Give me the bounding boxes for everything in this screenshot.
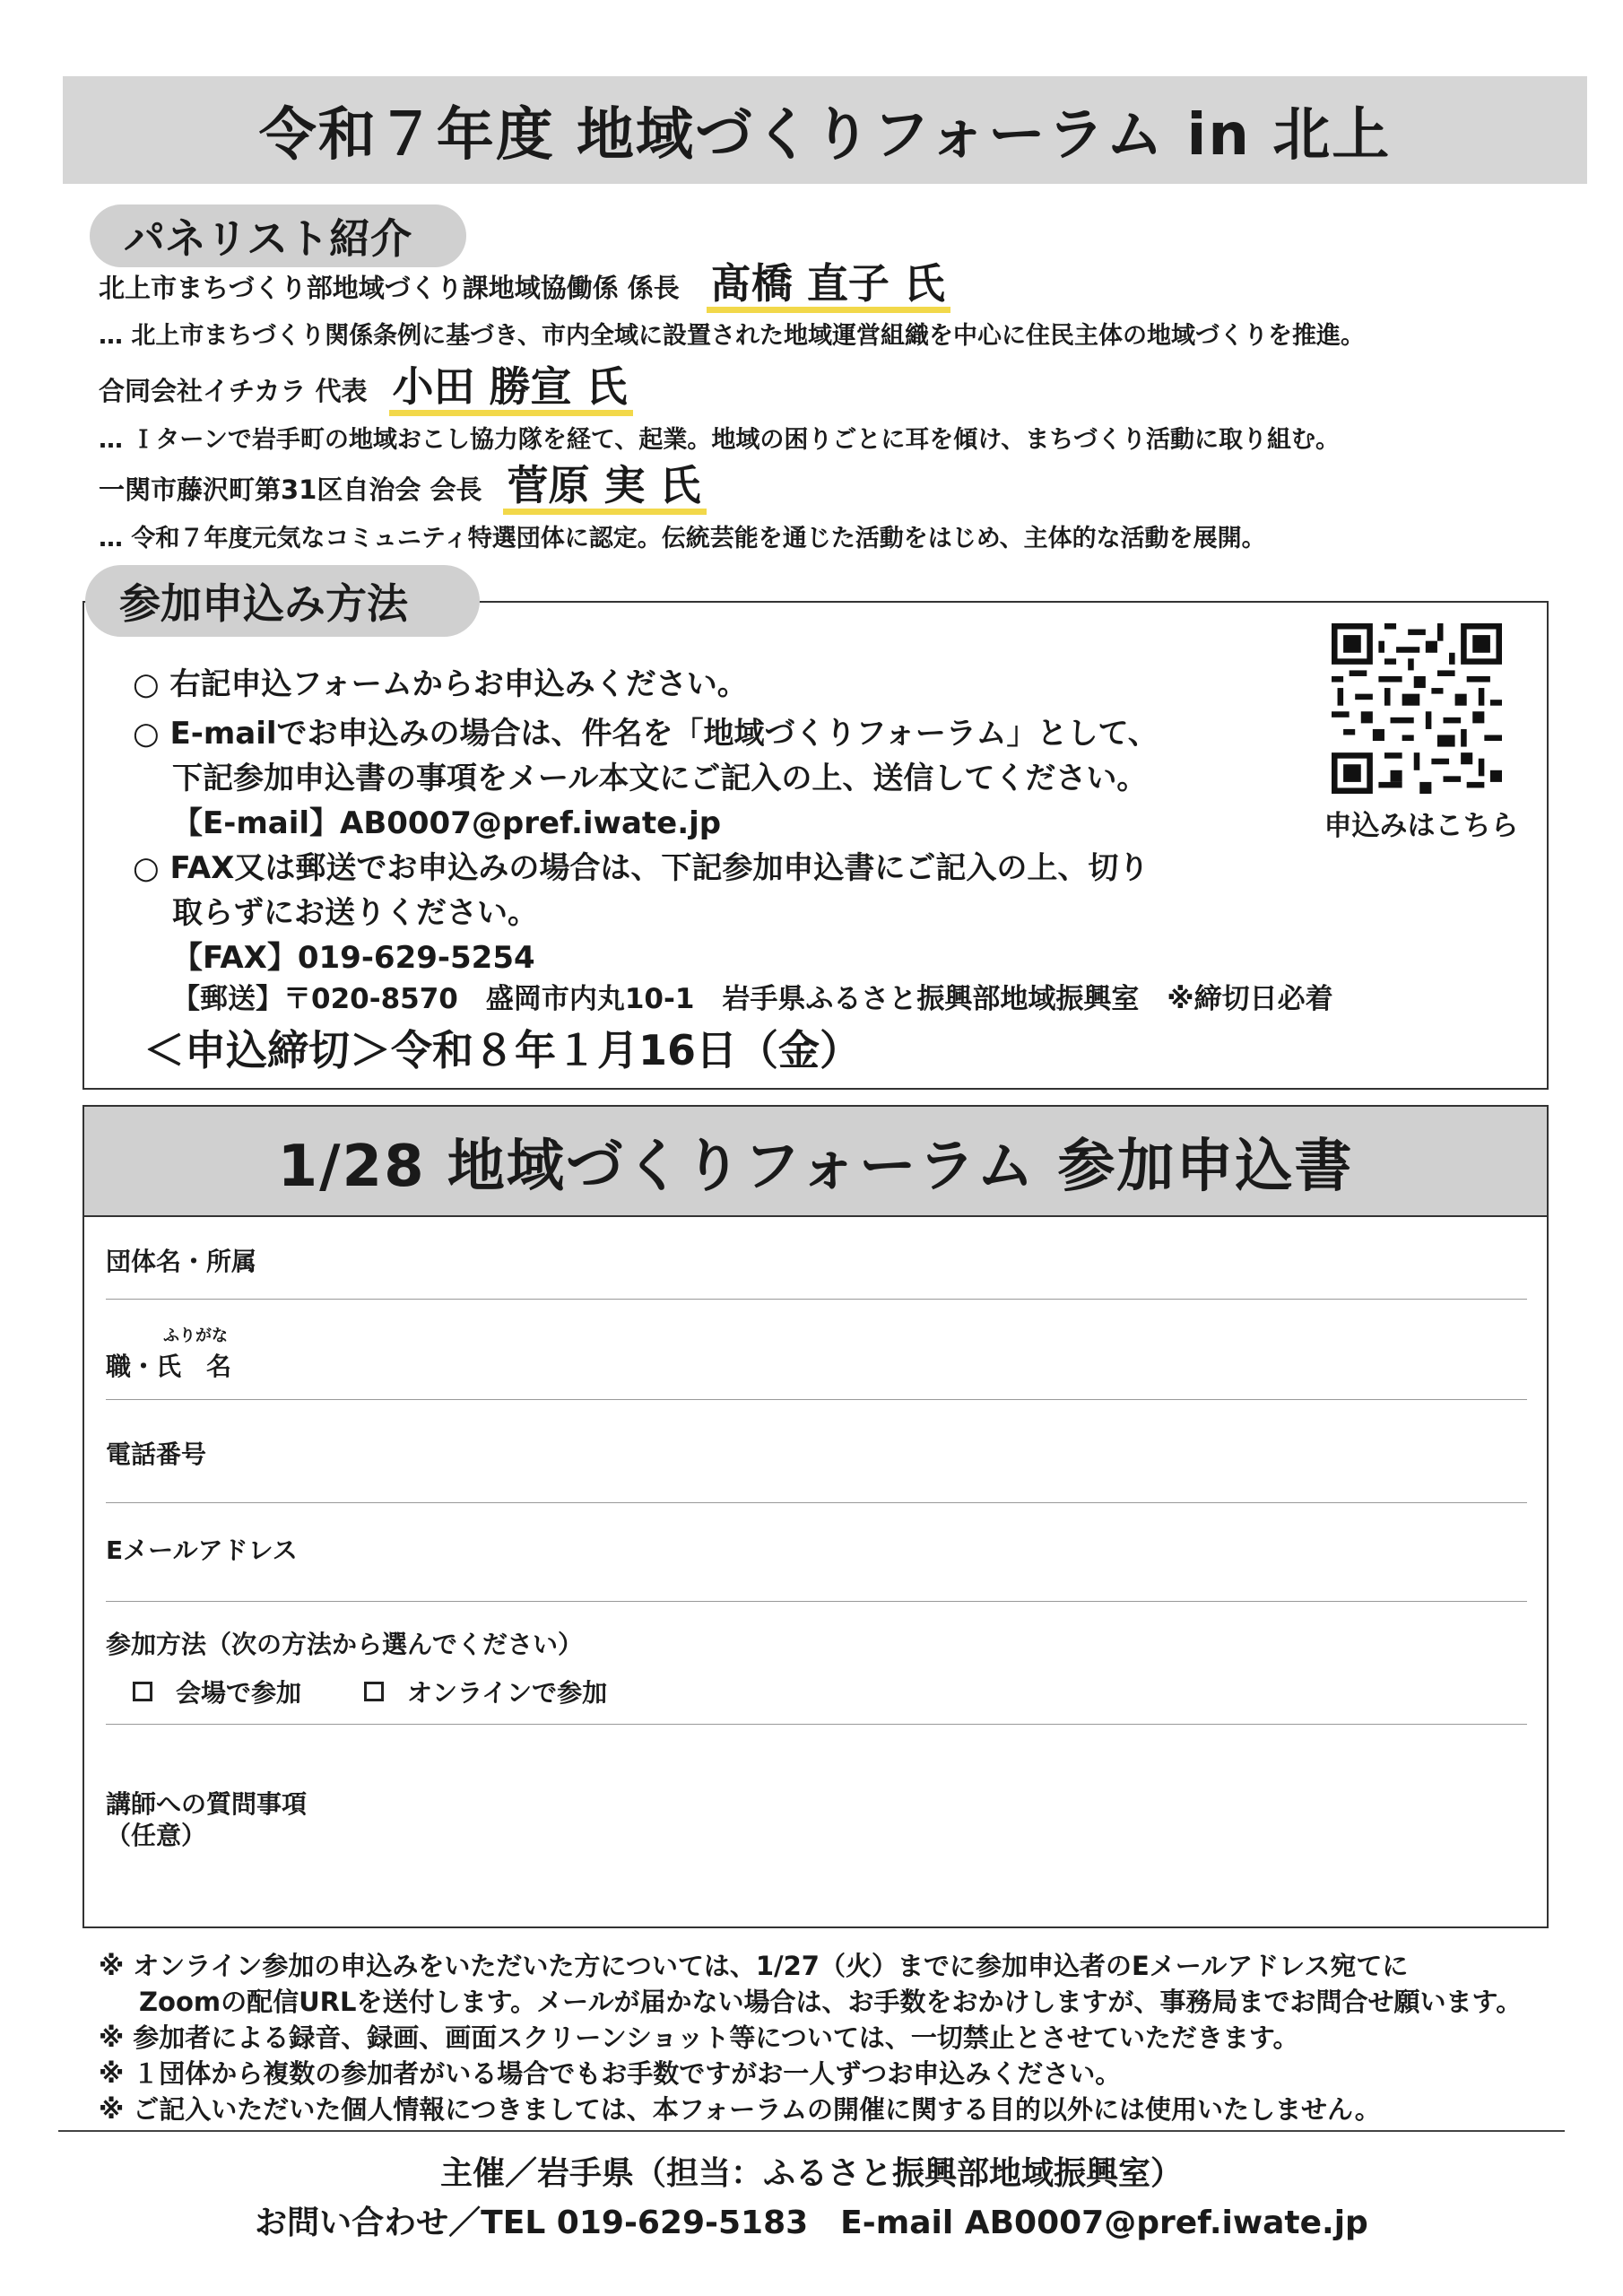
online-option-label: オンラインで参加 (407, 1678, 608, 1708)
qr-code[interactable] (1332, 623, 1502, 794)
panelist-3-description: … 令和７年度元気なコミュニティ特選団体に認定。伝統芸能を通じた活動をはじめ、主体的な活動を展開。 (99, 525, 1266, 552)
application-deadline: ＜申込締切＞令和８年１月16日（金） (143, 1026, 862, 1074)
form-title: 1/28 地域づくりフォーラム 参加申込書 (82, 1105, 1549, 1217)
panelist-1 (99, 260, 950, 313)
panelist-2-description: … Ｉターンで岩手町の地域おこし協力隊を経て、起業。地域の困りごとに耳を傾け、まちづくり活動に取り組む。 (99, 426, 1340, 454)
questions-label: 講師への質問事項 (106, 1789, 308, 1819)
note-4: ※ ご記入いただいた個人情報につきましては、本フォーラムの開催に関する目的以外には使用いたしません。 (99, 2094, 1381, 2125)
panelist-2 (99, 363, 633, 416)
email-label: Eメールアドレス (106, 1535, 298, 1565)
page-title: 令和７年度 地域づくりフォーラム in 北上 (258, 102, 1392, 169)
furigana-label: ふりがな (163, 1326, 228, 1345)
organization-label: 団体名・所属 (106, 1247, 257, 1276)
panelist-1-name: 髙橋 直子 氏 (707, 260, 950, 313)
method-divider (106, 1724, 1527, 1725)
panelists-heading: パネリスト紹介 (90, 204, 466, 267)
online-checkbox[interactable] (364, 1682, 384, 1701)
questions-note: （任意） (106, 1821, 207, 1850)
application-mail: 【郵送】〒020-8570 盛岡市内丸10-1 岩手県ふるさと振興部地域振興室 ※締切日必着 (172, 983, 1333, 1015)
footer-divider (58, 2130, 1565, 2132)
footer-contact: お問い合わせ／TEL 019-629-5183 E-mail AB0007@pref.iwate.jp (255, 2205, 1368, 2241)
panelist-1-description: … 北上市まちづくり関係条例に基づき、市内全域に設置された地域運営組織を中心に住民主体の地域づくりを推進。 (99, 322, 1366, 350)
phone-label: 電話番号 (106, 1439, 207, 1469)
title-banner (63, 76, 1587, 184)
application-line-3: 下記参加申込書の事項をメール本文にご記入の上、送信してください。 (172, 761, 1148, 796)
note-3: ※ １団体から複数の参加者がいる場合でもお手数ですがお一人ずつお申込みください。 (99, 2058, 1122, 2089)
panelist-3 (99, 462, 707, 515)
application-fax: 【FAX】019-629-5254 (172, 940, 535, 976)
questions-field[interactable] (359, 1758, 1524, 1910)
panelist-1-affiliation: 北上市まちづくり部地域づくり課地域協働係 係長 (99, 273, 680, 303)
name-field[interactable] (106, 1399, 1527, 1400)
application-email: 【E-mail】AB0007@pref.iwate.jp (172, 805, 722, 841)
panelist-3-name: 菅原 実 氏 (503, 462, 706, 515)
application-line-6: 取らずにお送りください。 (172, 895, 538, 931)
note-2: ※ 参加者による録音、録画、画面スクリーンショット等については、一切禁止とさせていただきます。 (99, 2022, 1299, 2053)
email-field[interactable] (106, 1601, 1527, 1602)
phone-field[interactable] (106, 1502, 1527, 1503)
application-heading: 参加申込み方法 (85, 565, 480, 637)
method-options (133, 1674, 607, 1709)
panelist-2-name: 小田 勝宣 氏 (389, 363, 633, 416)
venue-option-label: 会場で参加 (176, 1678, 302, 1708)
name-label: 職・氏 名 (106, 1352, 232, 1381)
venue-checkbox[interactable] (133, 1682, 152, 1701)
panelist-2-affiliation: 合同会社イチカラ 代表 (99, 376, 368, 406)
qr-caption: 申込みはこちら (1324, 810, 1519, 842)
footer-organizer: 主催／岩手県（担当：ふるさと振興部地域振興室） (439, 2155, 1183, 2192)
note-1-cont: Zoomの配信URLを送付します。メールが届かない場合は、お手数をおかけしますが、事務局までお問合せ願います。 (139, 1987, 1523, 2017)
application-line-5: ○ FAX又は郵送でお申込みの場合は、下記参加申込書にご記入の上、切り (133, 850, 1150, 886)
method-label: 参加方法（次の方法から選んでください） (106, 1630, 584, 1659)
application-line-1: ○ 右記申込フォームからお申込みください。 (133, 666, 748, 702)
application-line-2: ○ E-mailでお申込みの場合は、件名を「地域づくりフォーラム」として、 (133, 716, 1159, 752)
note-1: ※ オンライン参加の申込みをいただいた方については、1/27（火）までに参加申込者のEメールアドレス宛てに (99, 1951, 1409, 1981)
organization-field[interactable] (106, 1299, 1527, 1300)
panelist-3-affiliation: 一関市藤沢町第31区自治会 会長 (99, 474, 482, 505)
